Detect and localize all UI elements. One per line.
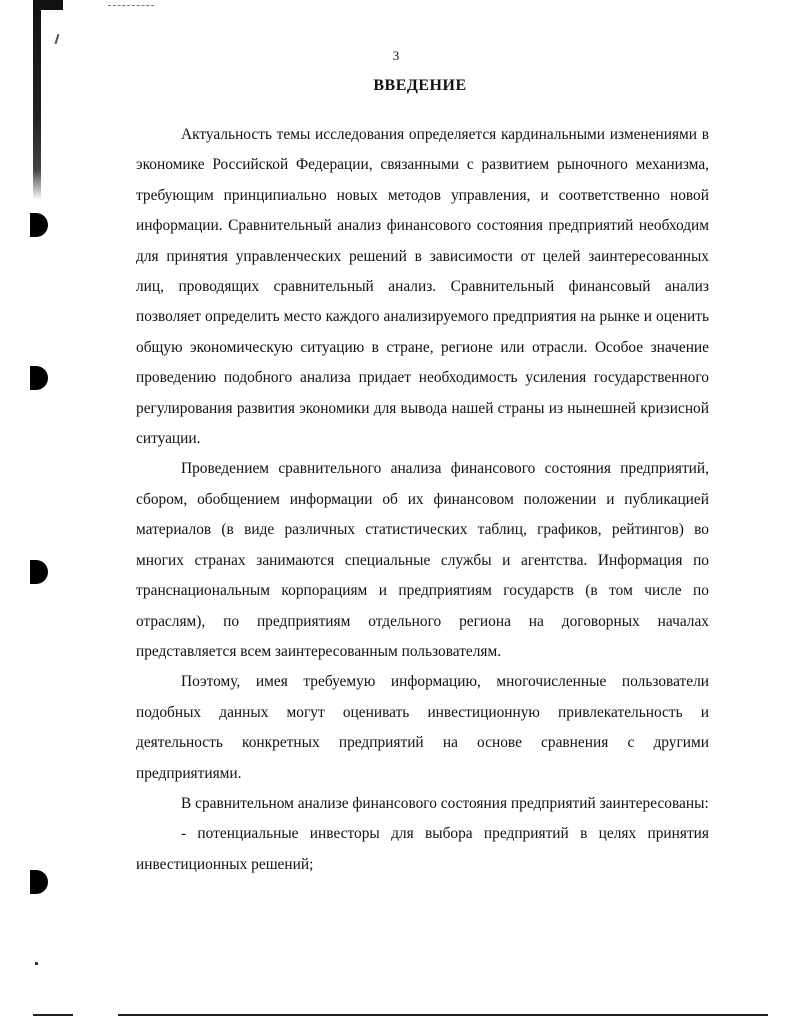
paragraph: - потенциальные инвесторы для выбора предприятий в целях принятия инвестиционных решений;	[136, 825, 709, 873]
punch-hole	[30, 366, 48, 390]
scan-bottom-line	[33, 1014, 73, 1016]
body-text	[136, 120, 709, 880]
scan-edge-bar	[33, 0, 41, 200]
scan-speck	[55, 34, 60, 44]
paragraph: Проведением сравнительного анализа финансового состояния предприятий, сбором, обобщением информации об их финансовом положении и публикацией материалов (в виде различных статистических таблиц, графиков, рейтингов) во многих странах занимаются специальные службы и агентства. Информация по транснациональным корпорациям и предприятиям государств (в том числе по отраслям), по предприятиям отдельного региона на договорных началах представляется всем заинтересованным пользователям.	[136, 460, 709, 660]
page-number: 3	[392, 48, 400, 63]
scan-speck	[35, 962, 38, 965]
page-title: ВВЕДЕНИЕ	[373, 77, 467, 94]
scan-bottom-line	[118, 1014, 768, 1016]
punch-hole	[30, 870, 48, 894]
paragraph: В сравнительном анализе финансового состояния предприятий заинтересованы:	[181, 794, 709, 812]
paragraph: Поэтому, имея требуемую информацию, многочисленные пользователи подобных данных могут оценивать инвестиционную привлекательность и деятельность конкретных предприятий на основе сравнения с другими предприятиями.	[136, 673, 709, 782]
punch-hole	[30, 213, 48, 237]
scan-top-marks	[108, 5, 154, 8]
paragraph: Актуальность темы исследования определяется кардинальными изменениями в экономике Российской Федерации, связанными с развитием рыночного механизма, требующим принципиально новых методов управления, и соответственно новой информации. Сравнительный анализ финансового состояния предприятий необходим для принятия управленческих решений в зависимости от целей заинтересованных лиц, проводящих сравнительный анализ. Сравнительный финансовый анализ позволяет определить место каждого анализируемого предприятия на рынке и оценить общую экономическую ситуацию в стране, регионе или отрасли. Особое значение проведению подобного анализа придает необходимость усиления государственного регулирования развития экономики для вывода нашей страны из нынешней кризисной ситуации.	[136, 126, 709, 448]
punch-hole	[30, 560, 48, 584]
